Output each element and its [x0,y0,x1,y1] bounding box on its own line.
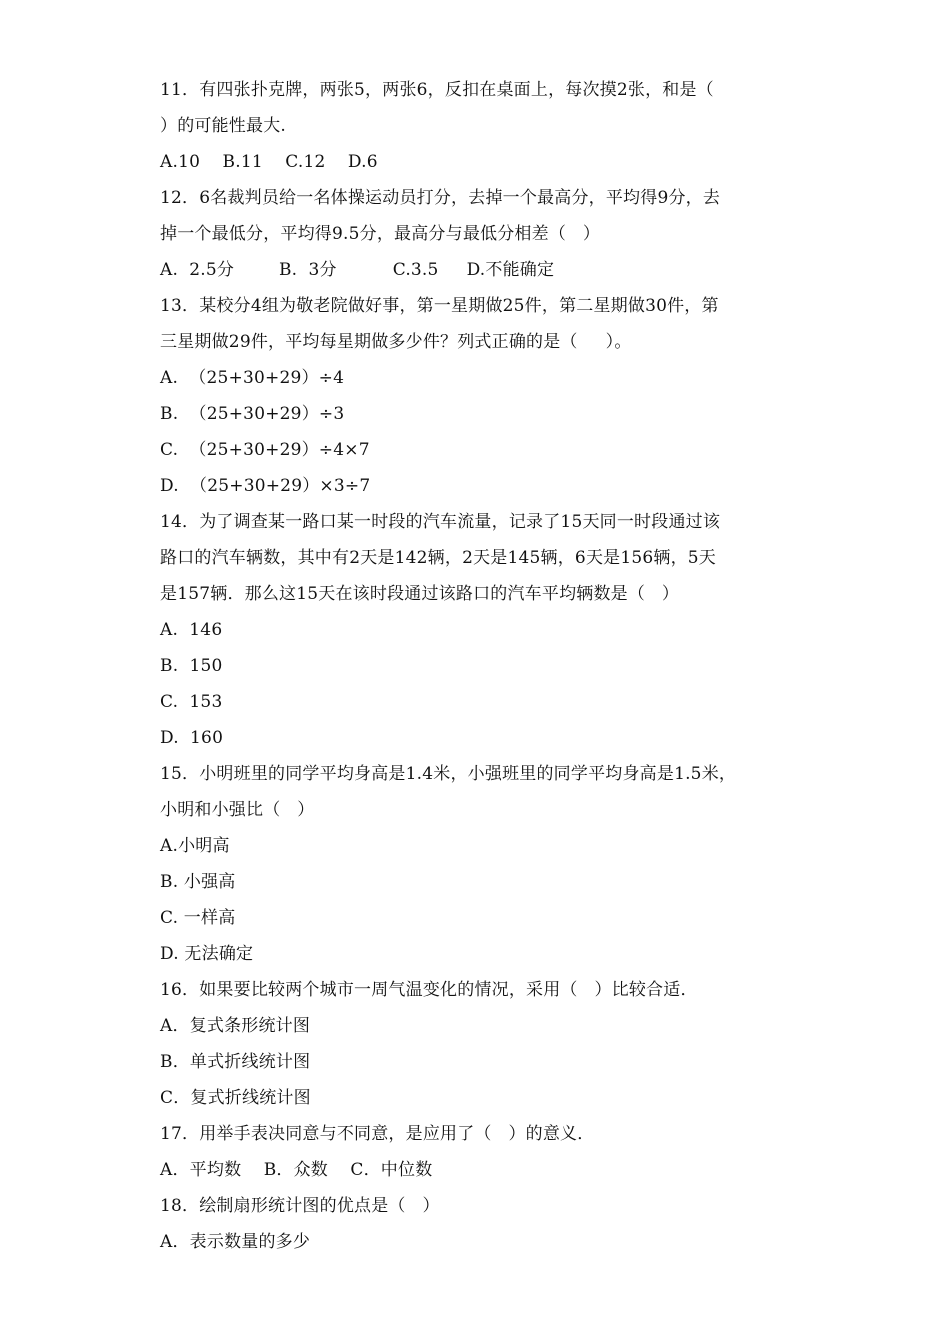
question-15-option-b: B. 小强高 [160,872,236,892]
question-15-stem-line-1: 15．小明班里的同学平均身高是1.4米，小强班里的同学平均身高是1.5米， [160,764,737,784]
question-14-stem-line-1: 14．为了调查某一路口某一时段的汽车流量，记录了15天同一时段通过该 [160,512,721,532]
question-14-stem-line-3: 是157辆．那么这15天在该时段通过该路口的汽车平均辆数是（ ） [160,584,680,604]
question-16-option-c: C．复式折线统计图 [160,1088,311,1108]
question-17-stem-line-1: 17．用举手表决同意与不同意，是应用了（ ）的意义． [160,1124,595,1144]
question-14-option-d: D. 160 [160,728,224,748]
question-12-stem-line-1: 12．6名裁判员给一名体操运动员打分，去掉一个最高分，平均得9分，去 [160,188,721,208]
question-15-option-a: A.小明高 [160,836,230,856]
question-14-option-c: C. 153 [160,692,223,712]
question-15-option-c: C. 一样高 [160,908,236,928]
question-16-stem-line-1: 16．如果要比较两个城市一周气温变化的情况，采用（ ）比较合适． [160,980,698,1000]
question-18-option-a: A．表示数量的多少 [160,1232,311,1252]
question-11-options: A.10 B.11 C.12 D.6 [160,152,378,172]
question-14-stem-line-2: 路口的汽车辆数，其中有2天是142辆，2天是145辆，6天是156辆，5天 [160,548,717,568]
question-13-stem-line-1: 13．某校分4组为敬老院做好事，第一星期做25件，第二星期做30件，第 [160,296,719,316]
question-15-option-d: D. 无法确定 [160,944,254,964]
question-13-option-a: A. （25+30+29）÷4 [160,368,345,388]
question-13-stem-line-2: 三星期做29件，平均每星期做多少件？列式正确的是（ ）。 [160,332,632,352]
question-13-option-c: C. （25+30+29）÷4×7 [160,440,370,460]
question-11-stem-line-1: 11．有四张扑克牌，两张5，两张6，反扣在桌面上，每次摸2张，和是（ [160,80,714,100]
question-12-options: A. 2.5分 B. 3分 C.3.5 D.不能确定 [160,260,555,280]
question-13-option-b: B. （25+30+29）÷3 [160,404,345,424]
question-18-stem-line-1: 18．绘制扇形统计图的优点是（ ） [160,1196,440,1216]
question-12-stem-line-2: 掉一个最低分，平均得9.5分，最高分与最低分相差（ ） [160,224,601,244]
question-15-stem-line-2: 小明和小强比（ ） [160,800,315,820]
question-17-options: A．平均数 B．众数 C．中位数 [160,1160,433,1180]
question-16-option-b: B．单式折线统计图 [160,1052,311,1072]
question-13-option-d: D. （25+30+29）×3÷7 [160,476,371,496]
question-11-stem-line-2: ）的可能性最大. [160,116,287,136]
question-14-option-a: A. 146 [160,620,223,640]
question-16-option-a: A．复式条形统计图 [160,1016,311,1036]
question-14-option-b: B. 150 [160,656,223,676]
